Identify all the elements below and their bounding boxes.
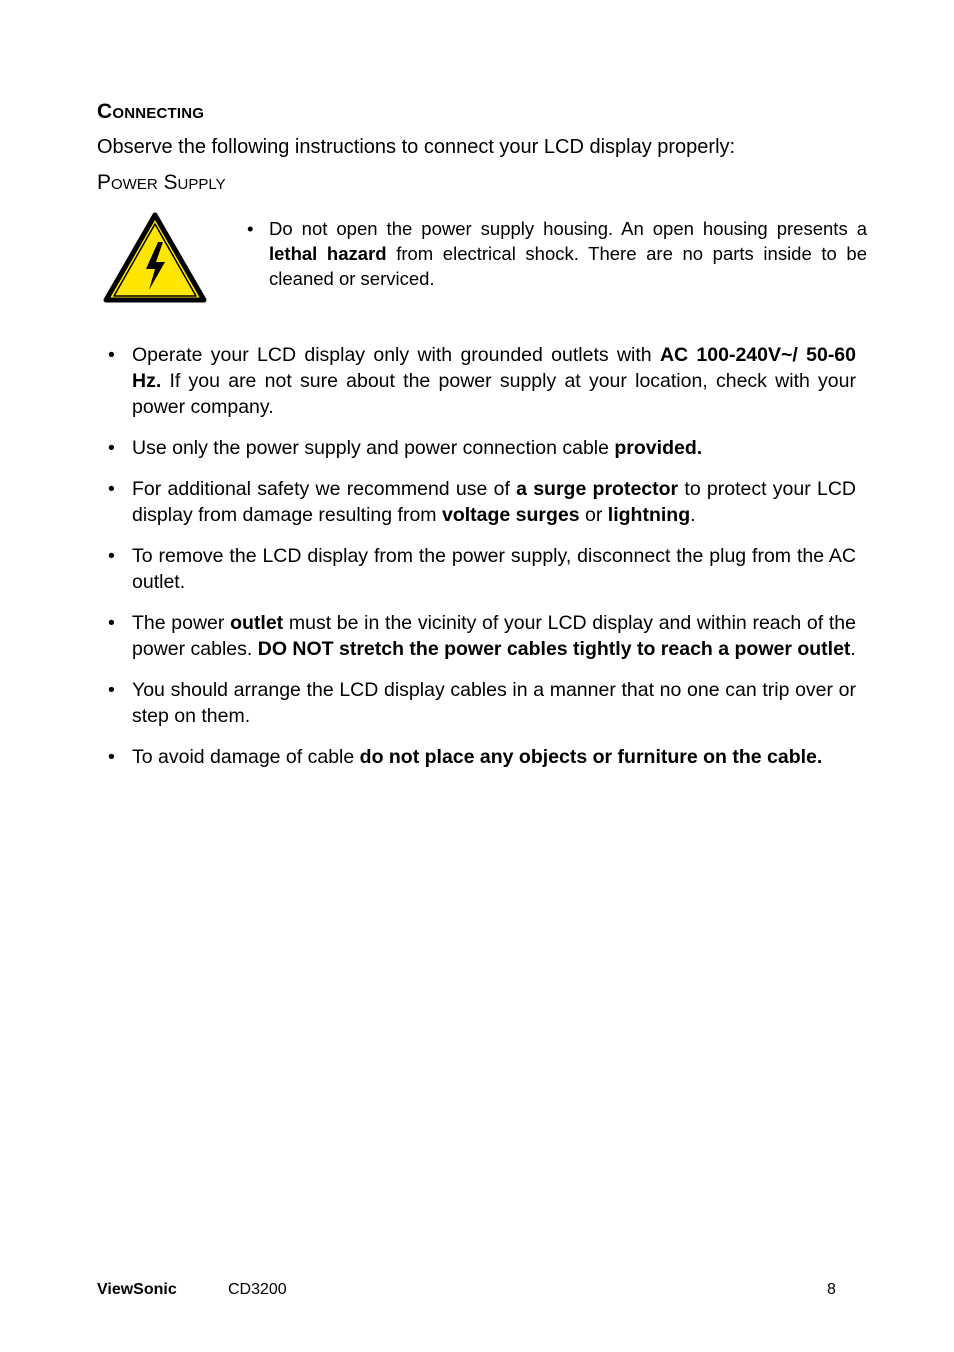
list-item-text (132, 746, 822, 768)
list-item-text (132, 545, 856, 593)
text-run: The power (132, 612, 231, 634)
text-run: Do not open the power supply housing. An open housing presents a (269, 218, 867, 239)
bold-text: outlet (230, 612, 284, 634)
text-run: or (579, 504, 608, 526)
bullet-dot: • (108, 746, 115, 768)
bold-text: voltage surges (441, 504, 580, 526)
list-item (108, 435, 856, 461)
list-item-text (132, 612, 856, 660)
text-run: Operate your LCD display only with grounded outlets with (132, 344, 660, 366)
text-run: To avoid damage of cable (132, 746, 360, 768)
text-run: For additional safety we recommend use of (132, 478, 517, 500)
bold-text: provided. (614, 437, 703, 459)
list-item (108, 610, 856, 662)
bold-text: lightning (607, 504, 691, 526)
subsection-heading: Power Supply (97, 171, 226, 194)
text-run: You should arrange the LCD display cables in a manner that no one can trip over or step on them. (132, 679, 856, 727)
list-item-text (132, 344, 856, 418)
text-run: to protect your LCD display from damage resulting from (132, 478, 856, 526)
text-run: If you are not sure about the power supply at your location, check with your power company. (132, 370, 856, 418)
text-run: To remove the LCD display from the power supply, disconnect the plug from the AC outlet. (132, 545, 856, 593)
text-run: . (850, 638, 856, 660)
footer-brand: ViewSonic (97, 1281, 177, 1298)
text-run: . (690, 504, 696, 526)
bullet-dot: • (108, 344, 115, 366)
list-item (108, 543, 856, 595)
text-run: Use only the power supply and power connection cable (132, 437, 615, 459)
bullet-dot: • (108, 478, 115, 500)
bold-text: lethal hazard (269, 243, 387, 264)
footer-page-number: 8 (827, 1281, 836, 1298)
bold-text: DO NOT stretch the power cables tightly to reach a power outlet (257, 638, 851, 660)
list-item (108, 476, 856, 528)
list-item-text (132, 679, 856, 727)
footer-model: CD3200 (228, 1281, 287, 1298)
bullet-dot: • (108, 437, 115, 459)
bold-text: do not place any objects or furniture on the cable. (359, 746, 823, 768)
list-item-text (132, 478, 856, 526)
high-voltage-warning-icon (103, 212, 207, 304)
list-item (108, 677, 856, 729)
text-run: from electrical shock. There are no parts inside to be cleaned or serviced. (269, 243, 867, 289)
intro-text: Observe the following instructions to connect your LCD display properly: (97, 136, 736, 158)
text-run: must be in the vicinity of your LCD display and within reach of the power cables. (132, 612, 856, 660)
warning-bullet (247, 216, 867, 291)
bullet-dot: • (247, 218, 254, 239)
bold-text: a surge protector (516, 478, 679, 500)
section-heading: Connecting (97, 100, 205, 123)
bullet-dot: • (108, 612, 115, 634)
bullet-dot: • (108, 545, 115, 567)
list-item (108, 342, 856, 420)
list-item (108, 744, 856, 770)
safety-instructions-list (108, 342, 856, 785)
warning-bullet-text (269, 218, 867, 289)
bullet-dot: • (108, 679, 115, 701)
list-item-text (132, 437, 702, 459)
bold-text: AC 100-240V~/ 50-60 Hz. (132, 344, 857, 392)
